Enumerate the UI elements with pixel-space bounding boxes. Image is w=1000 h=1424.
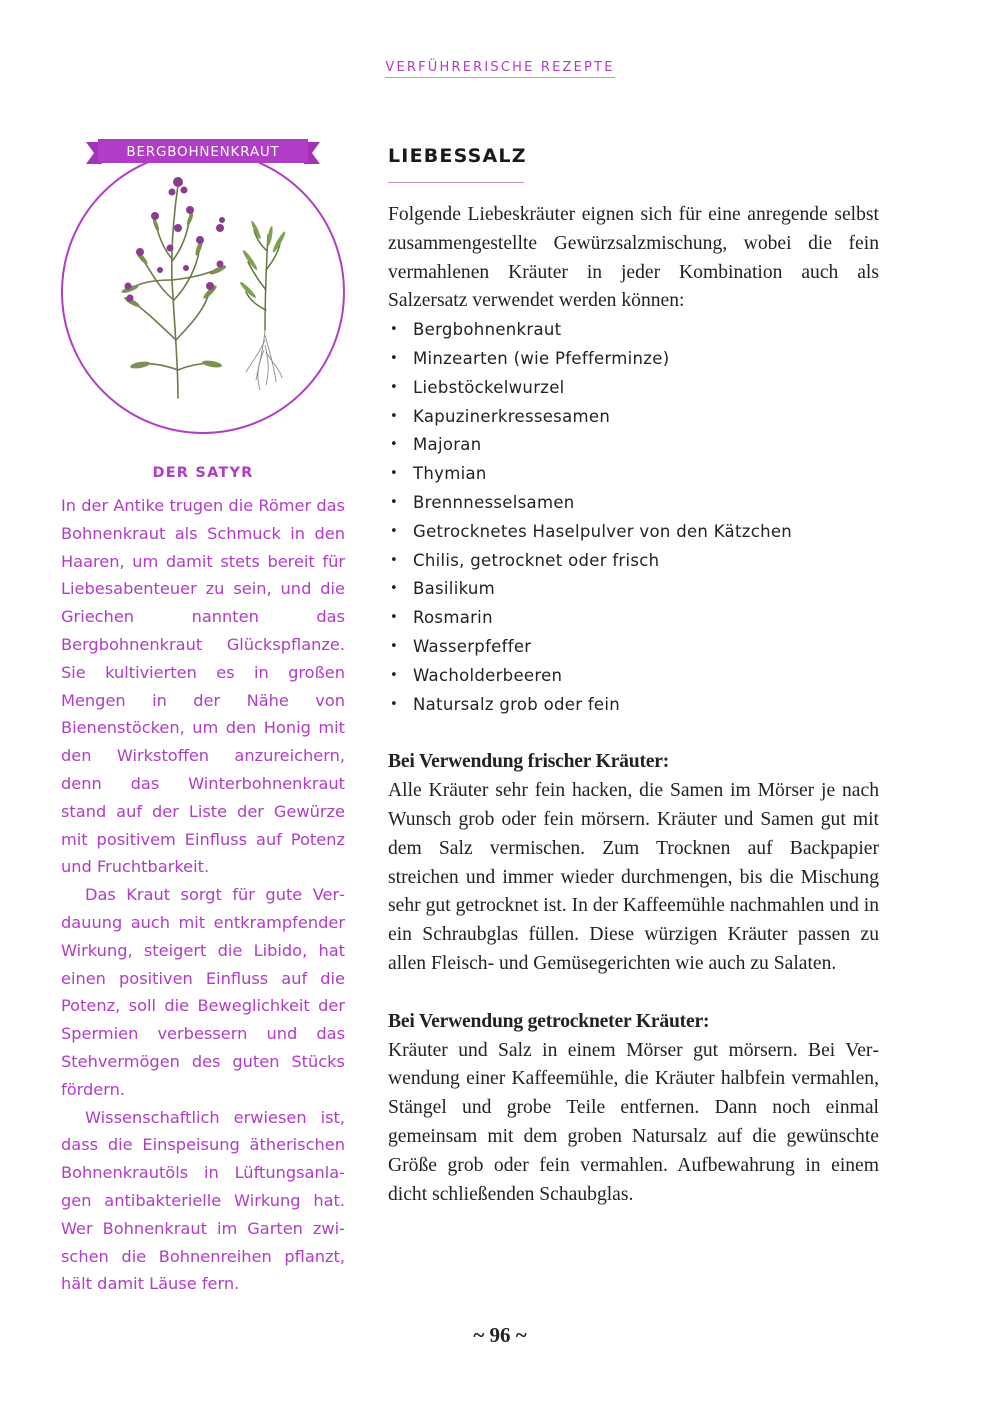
bullet-icon: • [390, 610, 398, 626]
bullet-icon: • [390, 408, 398, 424]
bullet-icon: • [390, 523, 398, 539]
sidebar-paragraph: Wissenschaftlich erwiesen ist, dass die Einspeisung ätherischen Bohnenkrautöls in Lüftungsanlagen antibakterielle Wirkung hat. Wer Bohnenkraut im Garten zwischen die Bohnenreihen pflanzt, hält damit Läuse fern. [61, 1107, 345, 1294]
bullet-icon: • [390, 437, 398, 453]
fresh-herbs-text: Alle Kräuter sehr fein hacken, die Samen im Mörser je nach Wunsch grob oder fein mörsern. Kräuter und Samen gut mit dem Salz vermischen. Zum Trocknen auf Backpapier streichen und immer wieder durchmengen, bis die Mischung sehr gut getrocknet ist. In der Kaffeemühle nachmahlen und in ein Schraubglas füllen. Diese würzigen Kräuter passen zu allen Fleisch- und Gemüsegerichten wie auch zu Salaten. [388, 780, 879, 974]
title-divider [388, 182, 524, 183]
bullet-icon: • [390, 667, 398, 683]
list-item: • Wacholderbeeren [388, 662, 879, 691]
bullet-icon: • [390, 638, 398, 654]
running-head-text: VERFÜHRERISCHE REZEPTE [385, 60, 614, 78]
list-item: • Getrocknetes Haselpulver von den Kätzchen [388, 518, 879, 547]
spacer [388, 979, 879, 1008]
list-item: • Basilikum [388, 575, 879, 604]
list-item: • Kapuzinerkressesamen [388, 403, 879, 432]
list-item: • Brennnesselsamen [388, 489, 879, 518]
banner-label: BERGBOHNENKRAUT [126, 144, 280, 160]
sidebar-text [61, 492, 345, 1298]
list-item: • Minzearten (wie Pfefferminze) [388, 345, 879, 374]
list-item: • Thymian [388, 460, 879, 489]
plant-icon [60, 140, 350, 440]
spacer [388, 719, 879, 748]
recipe-intro: Folgende Liebeskräuter eignen sich für eine anregende selbst zusammengestellte Gewürzsalzmischung, wobei die fein vermahlenen Kräuter in jeder Kombination auch als Salzersatz verwendet werden können: [388, 204, 879, 312]
list-item: • Wasserpfeffer [388, 633, 879, 662]
bullet-icon: • [390, 379, 398, 395]
bullet-icon: • [390, 581, 398, 597]
list-item: • Chilis, getrocknet oder frisch [388, 547, 879, 576]
list-item: • Natursalz grob oder fein [388, 691, 879, 720]
bullet-icon: • [390, 350, 398, 366]
running-head [0, 60, 1000, 78]
sidebar-paragraph: Das Kraut sorgt für gute Verdauung auch mit entkrampfender Wirkung, steigert die Libido, hat einen positiven Einfluss auf die Potenz, soll die Beweglichkeit der Spermien verbessern und das Stehvermögen des guten Stücks fördern. [61, 885, 345, 1099]
bullet-icon: • [390, 552, 398, 568]
page-number: ~ 96 ~ [473, 1323, 527, 1347]
list-item: • Rosmarin [388, 604, 879, 633]
recipe-title: LIEBESSALZ [388, 145, 527, 167]
dried-herbs-heading: Bei Verwendung getrockneter Kräuter: [388, 1010, 710, 1032]
sidebar-heading: DER SATYR [152, 465, 254, 481]
bullet-icon: • [390, 696, 398, 712]
recipe-body [388, 201, 879, 1209]
fresh-herbs-heading: Bei Verwendung frischer Kräuter: [388, 751, 670, 773]
ingredient-list [388, 316, 879, 719]
list-item: • Bergbohnenkraut [388, 316, 879, 345]
bullet-icon: • [390, 494, 398, 510]
sidebar-paragraph: In der Antike trugen die Römer das Bohnenkraut als Schmuck in den Haaren, um damit stets bereit für Liebesabenteuer zu sein, und die Griechen nannten das Bergbohnenkraut Glückspflanze. Sie kultivierten es in großen Mengen in der Nähe von Bienenstöcken, um den Honig mit den Wirkstoffen anzureichern, denn das Winterbohnenkraut stand auf der Liste der Gewürze mit positivem Einfluss auf Potenz und Fruchtbarkeit. [61, 496, 345, 877]
list-item: • Liebstöckelwurzel [388, 374, 879, 403]
bullet-icon: • [390, 322, 398, 338]
list-item: • Majoran [388, 431, 879, 460]
bullet-icon: • [390, 466, 398, 482]
dried-herbs-text: Kräuter und Salz in einem Mörser gut mörsern. Bei Verwendung einer Kaffeemühle, die Kräuter halbfein vermahlen, Stängel und grobe Teile entfernen. Dann noch einmal gemeinsam mit dem groben Natursalz auf die gewünschte Größe grob oder fein vermahlen. Aufbewahrung in einem dicht schließenden Schaubglas. [388, 1039, 879, 1205]
